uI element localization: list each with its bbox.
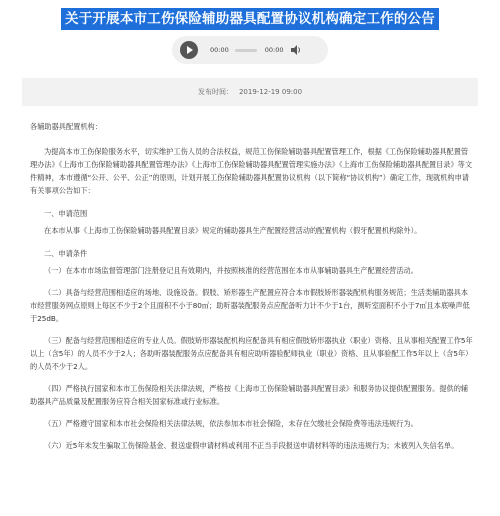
section-2-title: 二、申请条件 (44, 249, 88, 258)
progress-track[interactable] (235, 49, 257, 52)
condition-item-3: （三）配备与经营范围相适应的专业人员。假肢矫形器装配机构应配备具有相应假肢矫形器执业（职业）资格、且从事相关配置工作5年以上（含5年）的人员不少于2人；各助听器装配服务点应配备具有相应助听器验配师执业（职业）资格、且从事验配工作5年以上（含5年）的人员不少于2人。 (30, 336, 473, 371)
condition-item-1: （一）在本市市场监督管理部门注册登记且有效期内，并按照核准的经营范围在本市从事辅助器具生产配置经营活动。 (44, 266, 418, 275)
total-time: 00:00 (264, 46, 284, 54)
page-title: 关于开展本市工伤保险辅助器具配置协议机构确定工作的公告 (61, 8, 439, 30)
volume-icon (290, 44, 302, 56)
condition-item-2: （二）具备与经营范围相适应的场地、设施设备。假肢、矫形器生产配置应符合本市假肢矫形器装配机构服务规范；生活类辅助器具本市经营服务网点原则上每区不少于2个且面积不小于80㎡；助听器装配服务点应配备听力计不少于1台，测听室面积不小于7㎡且本底噪声低于25dB。 (30, 288, 470, 323)
article-body (30, 120, 474, 452)
volume-button[interactable] (289, 43, 303, 57)
condition-item-6: （六）近5年未发生骗取工伤保险基金、报送虚假申请材料或利用不正当手段报送申请材料等的违法违规行为；未被列入失信名单。 (44, 441, 459, 450)
publish-label: 发布时间： (197, 88, 233, 96)
publish-date: 2019-12-19 09:00 (238, 88, 303, 96)
section-1-text: 在本市从事《上海市工伤保险辅助器具配置目录》规定的辅助器具生产配置经营活动的配置机构（假牙配置机构除外）。 (44, 226, 422, 235)
current-time: 00:00 (210, 46, 229, 54)
condition-item-4: （四）严格执行国家和本市工伤保险相关法律法规，严格按《上海市工伤保险辅助器具配置目录》和服务协议提供配置服务。提供的辅助器具产品质量及配置服务应符合相关国家标准或行业标准。 (30, 384, 469, 406)
title-wrap (0, 8, 500, 30)
intro-paragraph: 为提高本市工伤保险服务水平，切实维护工伤人员的合法权益，规范工伤保险辅助器具配置管理工作，根据《工伤保险辅助器具配置管理办法》《上海市工伤保险辅助器具配置管理办法》《上海市工伤保险辅助器具配置管理实施办法》《上海市工伤保险辅助器具配置目录》等文件精神，本市遵循“公开、公平、公正”的原则，计划开展工伤保险辅助器具配置协议机构（以下简称“协议机构”）确定工作，现就机构申请有关事项公告如下： (30, 147, 473, 195)
publish-info-bar (22, 78, 478, 106)
condition-item-5: （五）严格遵守国家和本市社会保险相关法律法规，依法参加本市社会保险，未存在欠缴社会保险费等违法违规行为。 (44, 419, 418, 428)
audio-player (172, 36, 328, 64)
play-button[interactable] (178, 39, 200, 61)
section-1-title: 一、申请范围 (44, 209, 88, 218)
play-icon (179, 40, 199, 60)
greeting: 各辅助器具配置机构： (30, 122, 102, 131)
